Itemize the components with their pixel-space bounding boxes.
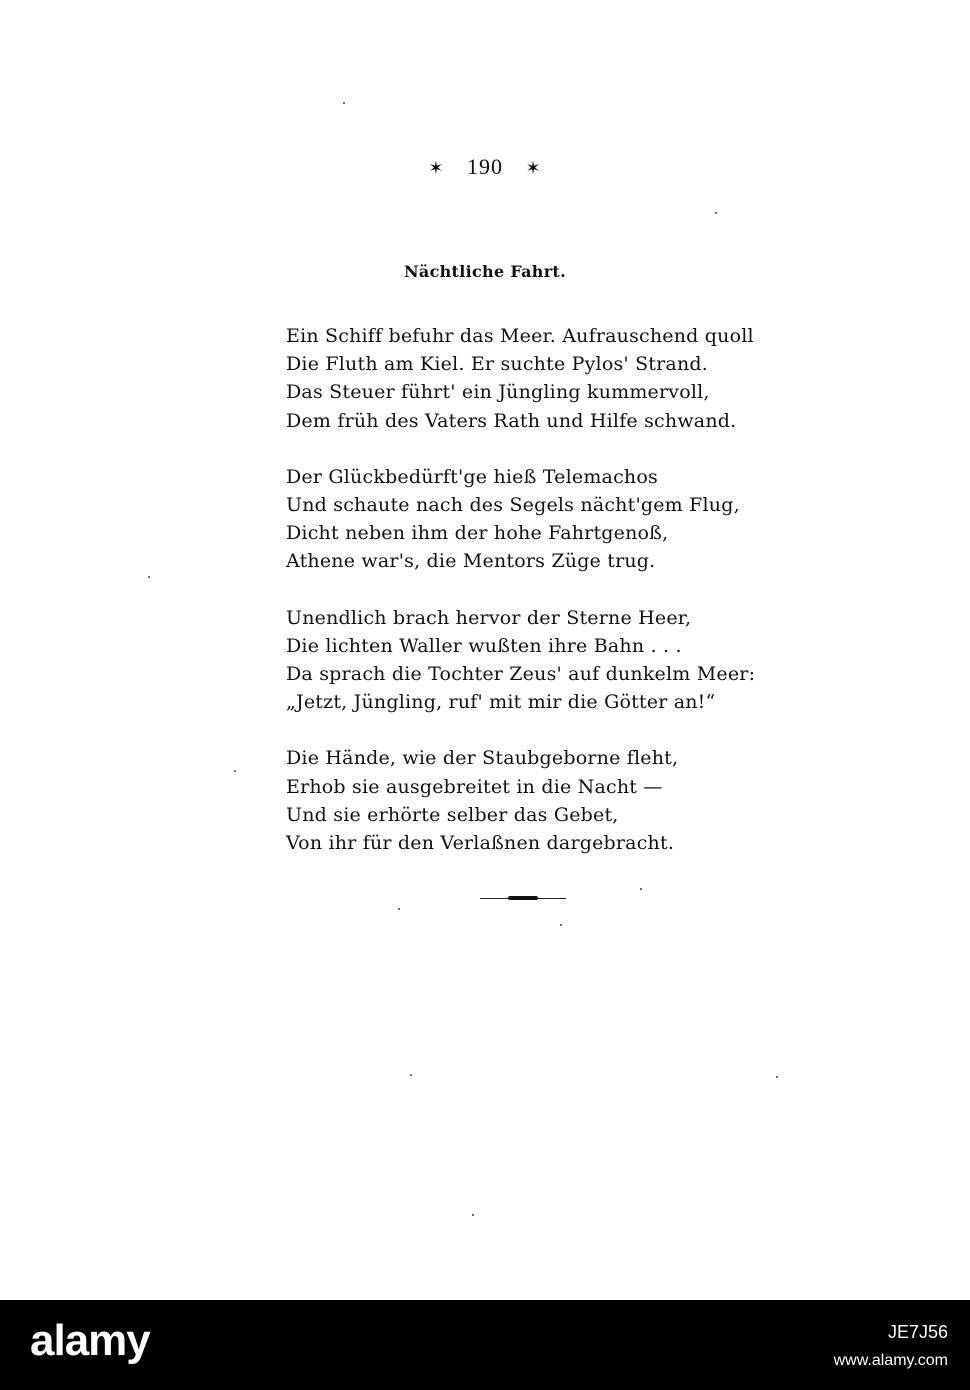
verse-line: Dicht neben ihm der hohe Fahrtgenoß, — [286, 522, 669, 545]
print-speck — [776, 1076, 778, 1078]
verse-line: Der Glückbedürft'ge hieß Telemachos — [286, 465, 658, 488]
verse-line: Das Steuer führt' ein Jüngling kummervoll, — [286, 381, 710, 404]
ornament-right-icon: ✶ — [525, 158, 542, 179]
print-speck — [343, 102, 345, 104]
print-speck — [715, 212, 717, 214]
verse-line: Da sprach die Tochter Zeus' auf dunkelm Meer: — [286, 663, 756, 686]
page-header — [0, 154, 970, 180]
print-speck — [472, 1214, 474, 1216]
verse-line: Ein Schiff befuhr das Meer. Aufrauschend quoll — [286, 325, 754, 347]
verse-line: Die lichten Waller wußten ihre Bahn . . . — [286, 634, 682, 657]
verse-line: Und sie erhörte selber das Gebet, — [286, 803, 619, 826]
verse-line: Dem früh des Vaters Rath und Hilfe schwand. — [286, 409, 737, 432]
verse-line: Und schaute nach des Segels nächt'gem Flug, — [286, 494, 740, 517]
verse-line: Die Fluth am Kiel. Er suchte Pylos' Strand. — [286, 353, 708, 376]
verse-line: Athene war's, die Mentors Züge trug. — [286, 550, 656, 573]
verse-line: Unendlich brach hervor der Sterne Heer, — [286, 606, 692, 629]
page-number: 190 — [467, 154, 503, 179]
watermark-logo: alamy — [30, 1316, 150, 1365]
verse-line: Von ihr für den Verlaßnen dargebracht. — [286, 832, 675, 855]
stanza-3 — [286, 604, 806, 717]
stanza-2 — [286, 463, 806, 576]
print-speck — [560, 924, 562, 926]
print-speck — [148, 576, 150, 578]
ornament-left-icon: ✶ — [428, 158, 445, 179]
poem-title: Nächtliche Fahrt. — [403, 262, 566, 281]
print-speck — [234, 770, 236, 772]
stanza-4 — [286, 744, 806, 857]
watermark-site: www.alamy.com — [833, 1352, 948, 1369]
end-rule-ornament — [508, 896, 538, 900]
stanza-1 — [286, 322, 806, 435]
verse-line: Erhob sie ausgebreitet in die Nacht — — [286, 775, 663, 798]
print-speck — [398, 908, 400, 910]
verse-line: Die Hände, wie der Staubgeborne fleht, — [286, 747, 679, 770]
poem-body — [286, 322, 806, 885]
watermark-image-id: JE7J56 — [887, 1322, 948, 1342]
print-speck — [640, 888, 642, 890]
print-speck — [410, 1074, 412, 1076]
watermark-banner — [0, 1300, 970, 1390]
verse-line: „Jetzt, Jüngling, ruf' mit mir die Götter an!“ — [286, 691, 716, 714]
